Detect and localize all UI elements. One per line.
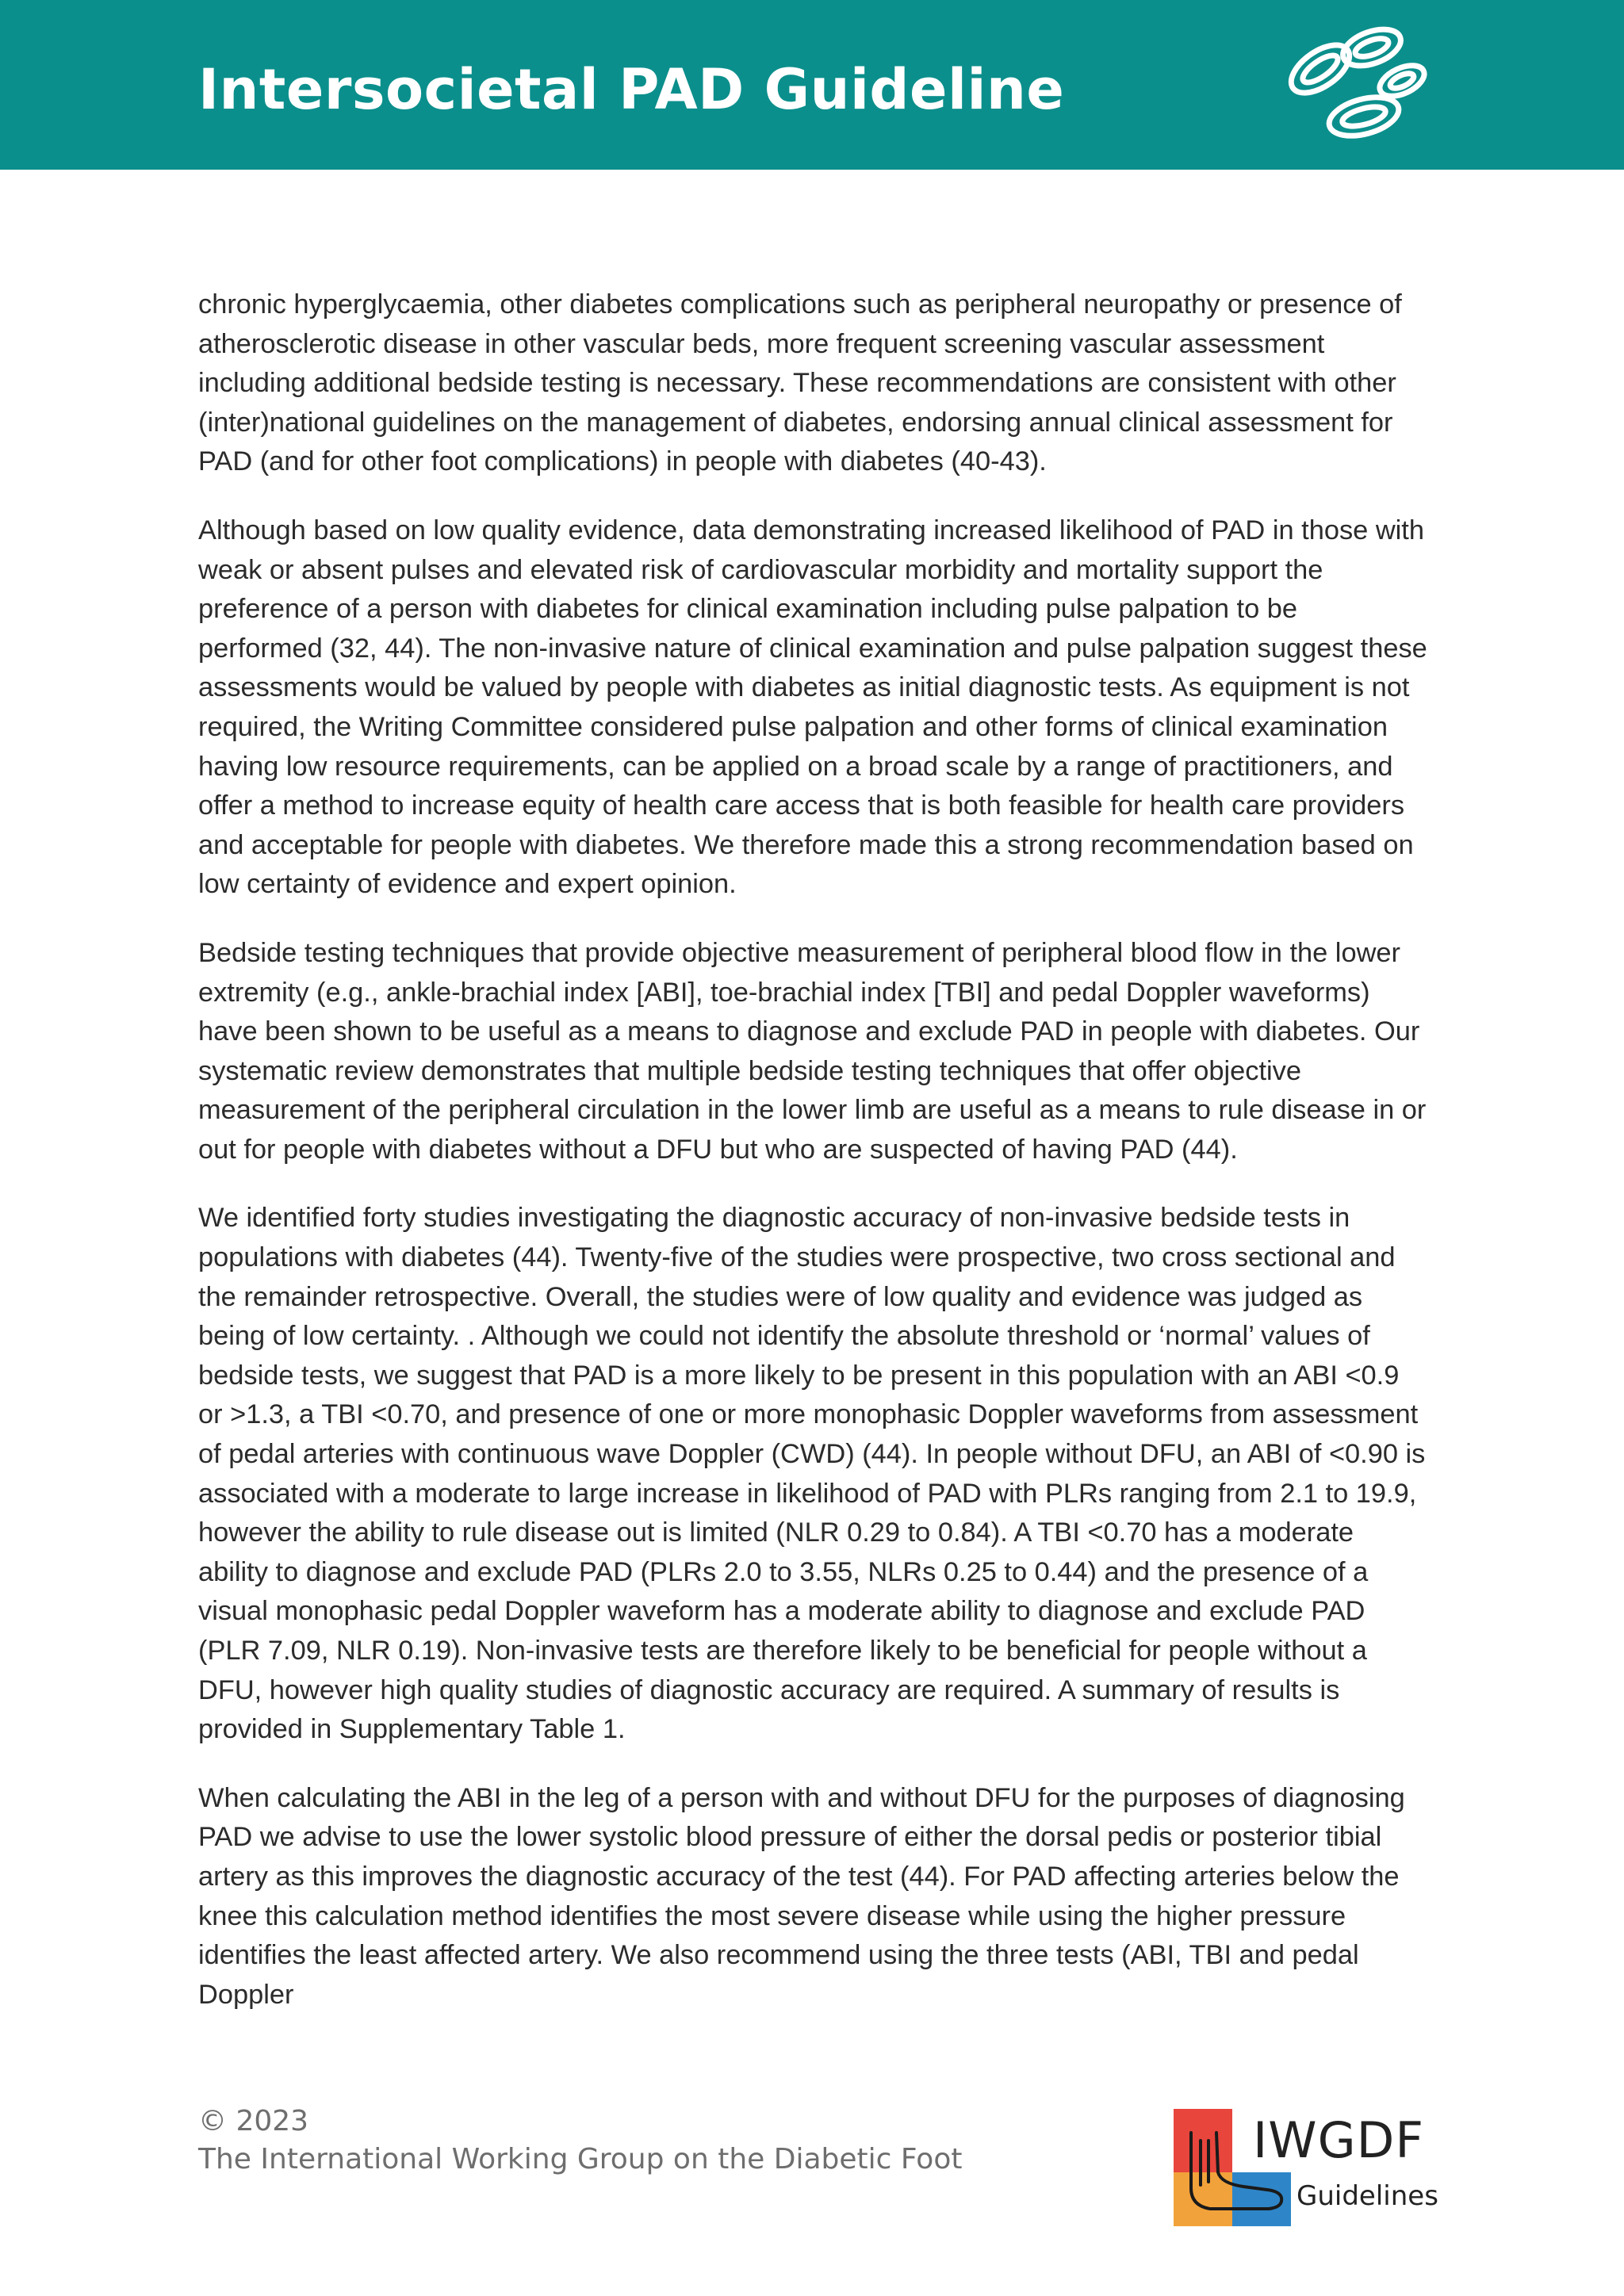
page-header: [0, 0, 1624, 170]
article-body: [198, 285, 1427, 2044]
header-title: Intersocietal PAD Guideline: [198, 57, 1065, 122]
logo-title: IWGDF: [1253, 2111, 1425, 2169]
footer: [198, 2103, 962, 2179]
body-paragraph: Although based on low quality evidence, data demonstrating increased likelihood of PAD in those with weak or absent pulses and elevated risk of cardiovascular morbidity and mortality support the preference of a person with diabetes for clinical examination including pulse palpation to be performed (32, 44). The non-invasive nature of clinical examination and pulse palpation suggest these assessments would be valued by people with diabetes as initial diagnostic tests. As equipment is not required, the Writing Committee considered pulse palpation and other forms of clinical examination having low resource requirements, can be applied on a broad scale by a range of practitioners, and offer a method to increase equity of health care access that is both feasible for health care providers and acceptable for people with diabetes. We therefore made this a strong recommendation based on low certainty of evidence and expert opinion.: [198, 515, 1427, 900]
body-paragraph: When calculating the ABI in the leg of a person with and without DFU for the purposes of diagnosing PAD we advise to use the lower systolic blood pressure of either the dorsal pedis or posterior tibial artery as this improves the diagnostic accuracy of the test (44). For PAD affecting arteries below the knee this calculation method identifies the most severe disease while using the higher pressure identifies the least affected artery. We also recommend using the three tests (ABI, TBI and pedal Doppler: [198, 1782, 1405, 2010]
footer-organization: The International Working Group on the Diabetic Foot: [198, 2143, 963, 2175]
body-paragraph: Bedside testing techniques that provide objective measurement of peripheral blood flow in the lower extremity (e.g., ankle-brachial index [ABI], toe-brachial index [TBI] and pedal Doppler waveforms) have been shown to be useful as a means to diagnose and exclude PAD in people with diabetes. Our systematic review demonstrates that multiple bedside testing techniques that offer objective measurement of the peripheral circulation in the lower limb are useful as a means to rule disease in or out for people with diabetes without a DFU but who are suspected of having PAD (44).: [198, 937, 1427, 1165]
footer-copyright: © 2023: [198, 2105, 309, 2137]
red-blood-cells-icon: [1269, 17, 1435, 152]
body-paragraph: We identified forty studies investigating the diagnostic accuracy of non-invasive bedside tests in populations with diabetes (44). Twenty-five of the studies were prospective, two cross sectional and the remainder retrospective. Overall, the studies were of low quality and evidence was judged as being of low certainty. . Although we could not identify the absolute threshold or ‘normal’ values of bedside tests, we suggest that PAD is a more likely to be present in this population with an ABI <0.9 or >1.3, a TBI <0.70, and presence of one or more monophasic Doppler waveforms from assessment of pedal arteries with continuous wave Doppler (CWD) (44). In people without DFU, an ABI of <0.90 is associated with a moderate to large increase in likelihood of PAD with PLRs ranging from 2.1 to 19.9, however the ability to rule disease out is limited (NLR 0.29 to 0.84). A TBI <0.70 has a moderate ability to diagnose and exclude PAD (PLRs 2.0 to 3.55, NLRs 0.25 to 0.44) and the presence of a visual monophasic pedal Doppler waveform has a moderate ability to diagnose and exclude PAD (PLR 7.09, NLR 0.19). Non-invasive tests are therefore likely to be beneficial for people without a DFU, however high quality studies of diagnostic accuracy are required. A summary of results is provided in Supplementary Table 1.: [198, 1203, 1426, 1745]
body-paragraph: chronic hyperglycaemia, other diabetes complications such as peripheral neuropathy or presence of atherosclerotic disease in other vascular beds, more frequent screening vascular assessment including additional bedside testing is necessary. These recommendations are consistent with other (inter)national guidelines on the management of diabetes, endorsing annual clinical assessment for PAD (and for other foot complications) in people with diabetes (40-43).: [198, 289, 1402, 477]
logo-subtitle: Guidelines: [1297, 2180, 1438, 2212]
iwgdf-logo: [1174, 2109, 1438, 2226]
